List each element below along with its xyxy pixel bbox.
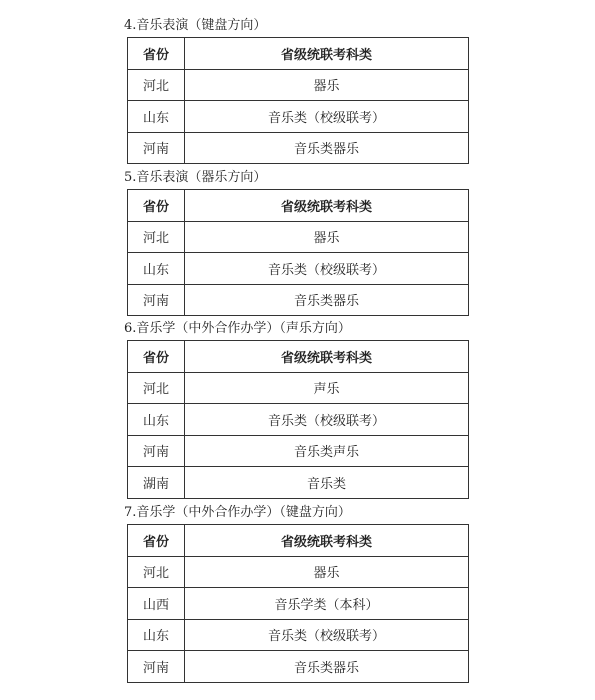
- table-row: [128, 651, 469, 683]
- category-cell: 音乐类（校级联考）: [185, 253, 469, 285]
- table-row: [128, 467, 469, 499]
- section-title: 6.音乐学（中外合作办学）（声乐方向）: [124, 321, 351, 336]
- category-cell: 音乐类器乐: [185, 284, 469, 316]
- category-cell: 音乐类器乐: [185, 132, 469, 164]
- header-province: 省份: [128, 341, 185, 373]
- category-cell: 音乐类器乐: [185, 651, 469, 683]
- enrollment-table: [127, 524, 469, 683]
- header-exam-category: 省级统联考科类: [185, 341, 469, 373]
- province-cell: 河北: [128, 556, 185, 588]
- province-cell: 河南: [128, 435, 185, 467]
- category-cell: 器乐: [185, 556, 469, 588]
- table-header-row: [128, 525, 469, 557]
- province-cell: 河北: [128, 69, 185, 101]
- province-cell: 河北: [128, 221, 185, 253]
- enrollment-table: [127, 340, 469, 499]
- table-row: [128, 69, 469, 101]
- table-row: [128, 132, 469, 164]
- table-row: [128, 372, 469, 404]
- category-cell: 音乐类（校级联考）: [185, 101, 469, 133]
- province-cell: 湖南: [128, 467, 185, 499]
- table-row: [128, 435, 469, 467]
- section-title: 7.音乐学（中外合作办学）（键盘方向）: [124, 505, 351, 520]
- category-cell: 音乐类（校级联考）: [185, 619, 469, 651]
- enrollment-table: [127, 37, 469, 164]
- table-row: [128, 101, 469, 133]
- header-province: 省份: [128, 38, 185, 70]
- province-cell: 河南: [128, 132, 185, 164]
- table-row: [128, 404, 469, 436]
- table-row: [128, 619, 469, 651]
- header-exam-category: 省级统联考科类: [185, 525, 469, 557]
- category-cell: 器乐: [185, 69, 469, 101]
- table-row: [128, 284, 469, 316]
- table-header-row: [128, 190, 469, 222]
- category-cell: 音乐类声乐: [185, 435, 469, 467]
- header-exam-category: 省级统联考科类: [185, 190, 469, 222]
- header-province: 省份: [128, 190, 185, 222]
- province-cell: 山东: [128, 404, 185, 436]
- category-cell: 器乐: [185, 221, 469, 253]
- header-province: 省份: [128, 525, 185, 557]
- table-row: [128, 253, 469, 285]
- category-cell: 音乐类: [185, 467, 469, 499]
- province-cell: 山东: [128, 619, 185, 651]
- table-row: [128, 556, 469, 588]
- province-cell: 河南: [128, 284, 185, 316]
- province-cell: 山东: [128, 101, 185, 133]
- section-title: 5.音乐表演（器乐方向）: [124, 170, 267, 185]
- province-cell: 河北: [128, 372, 185, 404]
- table-header-row: [128, 38, 469, 70]
- province-cell: 山西: [128, 588, 185, 620]
- header-exam-category: 省级统联考科类: [185, 38, 469, 70]
- province-cell: 河南: [128, 651, 185, 683]
- category-cell: 音乐类（校级联考）: [185, 404, 469, 436]
- section-title: 4.音乐表演（键盘方向）: [124, 18, 267, 33]
- province-cell: 山东: [128, 253, 185, 285]
- table-header-row: [128, 341, 469, 373]
- enrollment-table: [127, 189, 469, 316]
- category-cell: 声乐: [185, 372, 469, 404]
- table-row: [128, 221, 469, 253]
- category-cell: 音乐学类（本科）: [185, 588, 469, 620]
- table-row: [128, 588, 469, 620]
